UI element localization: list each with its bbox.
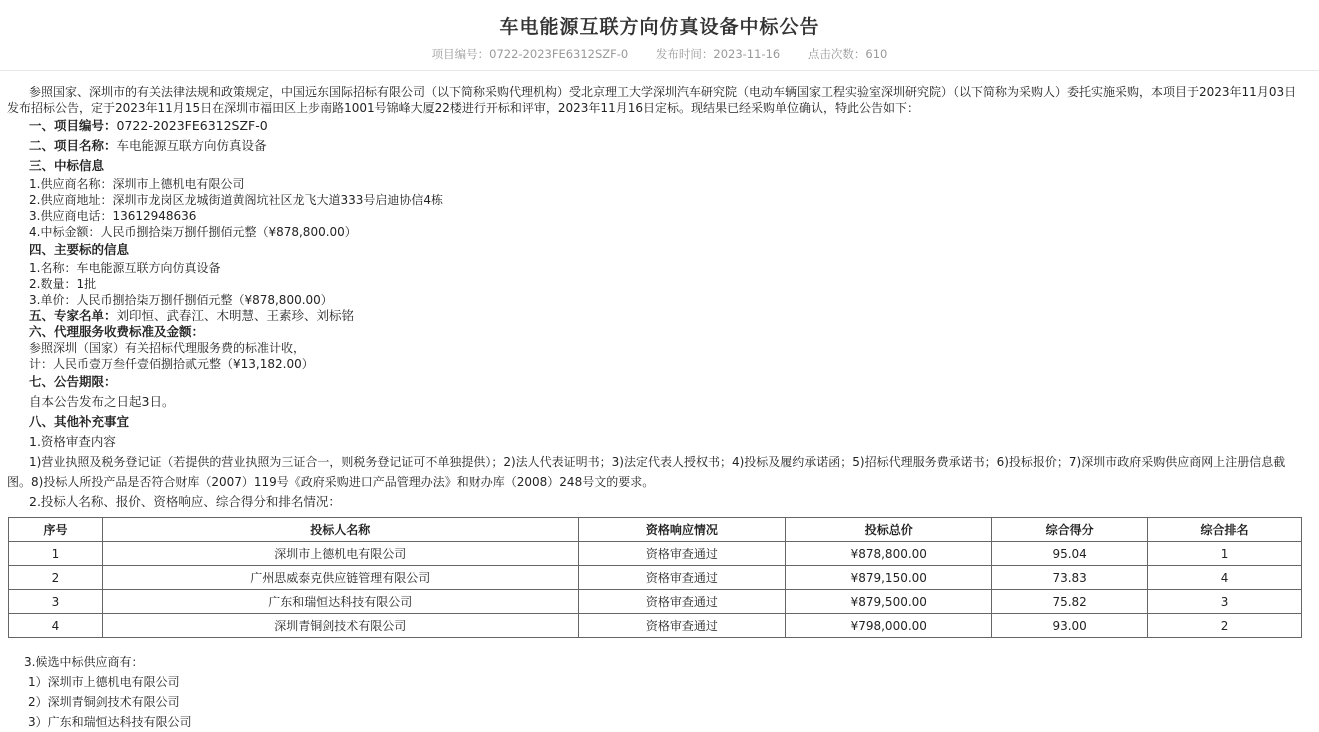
cell-price: ¥798,000.00 bbox=[786, 614, 992, 638]
section-other-matters bbox=[7, 412, 1307, 432]
cell-index: 3 bbox=[9, 590, 103, 614]
cell-bidder: 广州思威泰克供应链管理有限公司 bbox=[102, 566, 578, 590]
section-label: 二、项目名称： bbox=[29, 138, 117, 153]
section-project-name bbox=[7, 136, 1307, 156]
cell-qualification: 资格审查通过 bbox=[578, 542, 786, 566]
header-bidder: 投标人名称 bbox=[102, 518, 578, 542]
section-label: 七、公告期限： bbox=[29, 374, 117, 389]
cell-bidder: 广东和瑞恒达科技有限公司 bbox=[102, 590, 578, 614]
cell-qualification: 资格审查通过 bbox=[578, 614, 786, 638]
section-label: 六、代理服务收费标准及金额： bbox=[29, 324, 205, 339]
bidder-table-title: 2.投标人名称、报价、资格响应、综合得分和排名情况： bbox=[29, 494, 341, 509]
section-label: 三、中标信息 bbox=[29, 158, 105, 173]
project-number-meta: 项目编号：0722-2023FE6312SZF-0 bbox=[431, 47, 629, 61]
section-value: 刘印恒、武春江、木明慧、王素珍、刘标铭 bbox=[116, 308, 355, 323]
item-line: 1.名称：车电能源互联方向仿真设备 bbox=[29, 261, 221, 275]
publish-time-meta: 发布时间：2023-11-16 bbox=[655, 47, 781, 61]
fee-line: 参照深圳（国家）有关招标代理服务费的标准计收， bbox=[29, 341, 306, 355]
cell-index: 2 bbox=[9, 566, 103, 590]
candidate-item: 3）广东和瑞恒达科技有限公司 bbox=[28, 715, 192, 729]
section-label: 一、项目编号： bbox=[29, 118, 117, 133]
cell-score: 73.83 bbox=[992, 566, 1148, 590]
item-line: 3.单价：人民币捌拾柒万捌仟捌佰元整（¥878,800.00） bbox=[29, 293, 333, 307]
table-row bbox=[9, 590, 1302, 614]
cell-price: ¥879,500.00 bbox=[786, 590, 992, 614]
section-project-number bbox=[7, 116, 1307, 136]
award-line: 1.供应商名称：深圳市上德机电有限公司 bbox=[29, 177, 245, 191]
cell-bidder: 深圳市上德机电有限公司 bbox=[102, 542, 578, 566]
section-label: 四、主要标的信息 bbox=[29, 242, 130, 257]
cell-rank: 4 bbox=[1148, 566, 1302, 590]
notice-period-value: 自本公告发布之日起3日。 bbox=[29, 394, 175, 409]
candidates-title: 3.候选中标供应商有： bbox=[24, 655, 144, 669]
article-body bbox=[7, 84, 1307, 512]
table-header-row bbox=[9, 518, 1302, 542]
cell-rank: 1 bbox=[1148, 542, 1302, 566]
item-line: 2.数量：1批 bbox=[29, 277, 97, 291]
cell-index: 4 bbox=[9, 614, 103, 638]
qualification-title: 1.资格审查内容 bbox=[29, 434, 116, 449]
cell-rank: 2 bbox=[1148, 614, 1302, 638]
award-line: 3.供应商电话：13612948636 bbox=[29, 209, 197, 223]
section-label: 五、专家名单： bbox=[29, 308, 117, 323]
header-score: 综合得分 bbox=[992, 518, 1148, 542]
cell-index: 1 bbox=[9, 542, 103, 566]
section-award-info bbox=[7, 156, 1307, 176]
bidder-table bbox=[8, 517, 1302, 638]
section-notice-period bbox=[7, 372, 1307, 392]
cell-rank: 3 bbox=[1148, 590, 1302, 614]
cell-score: 75.82 bbox=[992, 590, 1148, 614]
cell-price: ¥879,150.00 bbox=[786, 566, 992, 590]
award-line: 4.中标金额：人民币捌拾柒万捌仟捌佰元整（¥878,800.00） bbox=[29, 225, 357, 239]
header-qualification: 资格响应情况 bbox=[578, 518, 786, 542]
table-row bbox=[9, 542, 1302, 566]
section-value: 0722-2023FE6312SZF-0 bbox=[116, 118, 268, 133]
table-row bbox=[9, 566, 1302, 590]
cell-price: ¥878,800.00 bbox=[786, 542, 992, 566]
section-experts bbox=[7, 308, 1307, 324]
section-main-items bbox=[7, 240, 1307, 260]
candidate-suppliers bbox=[24, 652, 1224, 732]
cell-score: 93.00 bbox=[992, 614, 1148, 638]
candidate-item: 2）深圳青铜剑技术有限公司 bbox=[28, 695, 180, 709]
intro-paragraph: 参照国家、深圳市的有关法律法规和政策规定，中国远东国际招标有限公司（以下简称采购代理机构）受北京理工大学深圳汽车研究院（电动车辆国家工程实验室深圳研究院）（以下简称为采购人）委托实施采购，本项目于2023年11月03日发布招标公告，定于2023年11月15日在深圳市福田区上步南路1001号锦峰大厦22楼进行开标和评审，2023年11月16日定标。现结果已经采购单位确认，特此公告如下： bbox=[7, 85, 1297, 115]
header-rank: 综合排名 bbox=[1148, 518, 1302, 542]
header-price: 投标总价 bbox=[786, 518, 992, 542]
section-label: 八、其他补充事宜 bbox=[29, 414, 130, 429]
award-line: 2.供应商地址：深圳市龙岗区龙城街道黄阁坑社区龙飞大道333号启迪协信4栋 bbox=[29, 193, 443, 207]
cell-score: 95.04 bbox=[992, 542, 1148, 566]
candidate-item: 1）深圳市上德机电有限公司 bbox=[28, 675, 180, 689]
section-agency-fee bbox=[7, 324, 1307, 340]
click-count-meta: 点击次数：610 bbox=[807, 47, 888, 61]
table-row bbox=[9, 614, 1302, 638]
qualification-text: 1)营业执照及税务登记证（若提供的营业执照为三证合一，则税务登记证可不单独提供）；2)法人代表证明书；3)法定代表人授权书；4)投标及履约承诺函；5)招标代理服务费承诺书；6)投标报价；7)深圳市政府采购供应商网上注册信息截图。8)投标人所投产品是否符合财库（2007）119号《政府采购进口产品管理办法》和财办库（2008）248号文的要求。 bbox=[7, 455, 1286, 489]
article-meta bbox=[0, 46, 1319, 62]
page-title: 车电能源互联方向仿真设备中标公告 bbox=[499, 16, 820, 38]
cell-qualification: 资格审查通过 bbox=[578, 566, 786, 590]
cell-qualification: 资格审查通过 bbox=[578, 590, 786, 614]
header-divider bbox=[0, 70, 1319, 71]
fee-line: 计：人民币壹万叁仟壹佰捌拾贰元整（¥13,182.00） bbox=[29, 357, 314, 371]
header-index: 序号 bbox=[9, 518, 103, 542]
section-value: 车电能源互联方向仿真设备 bbox=[116, 138, 267, 153]
cell-bidder: 深圳青铜剑技术有限公司 bbox=[102, 614, 578, 638]
